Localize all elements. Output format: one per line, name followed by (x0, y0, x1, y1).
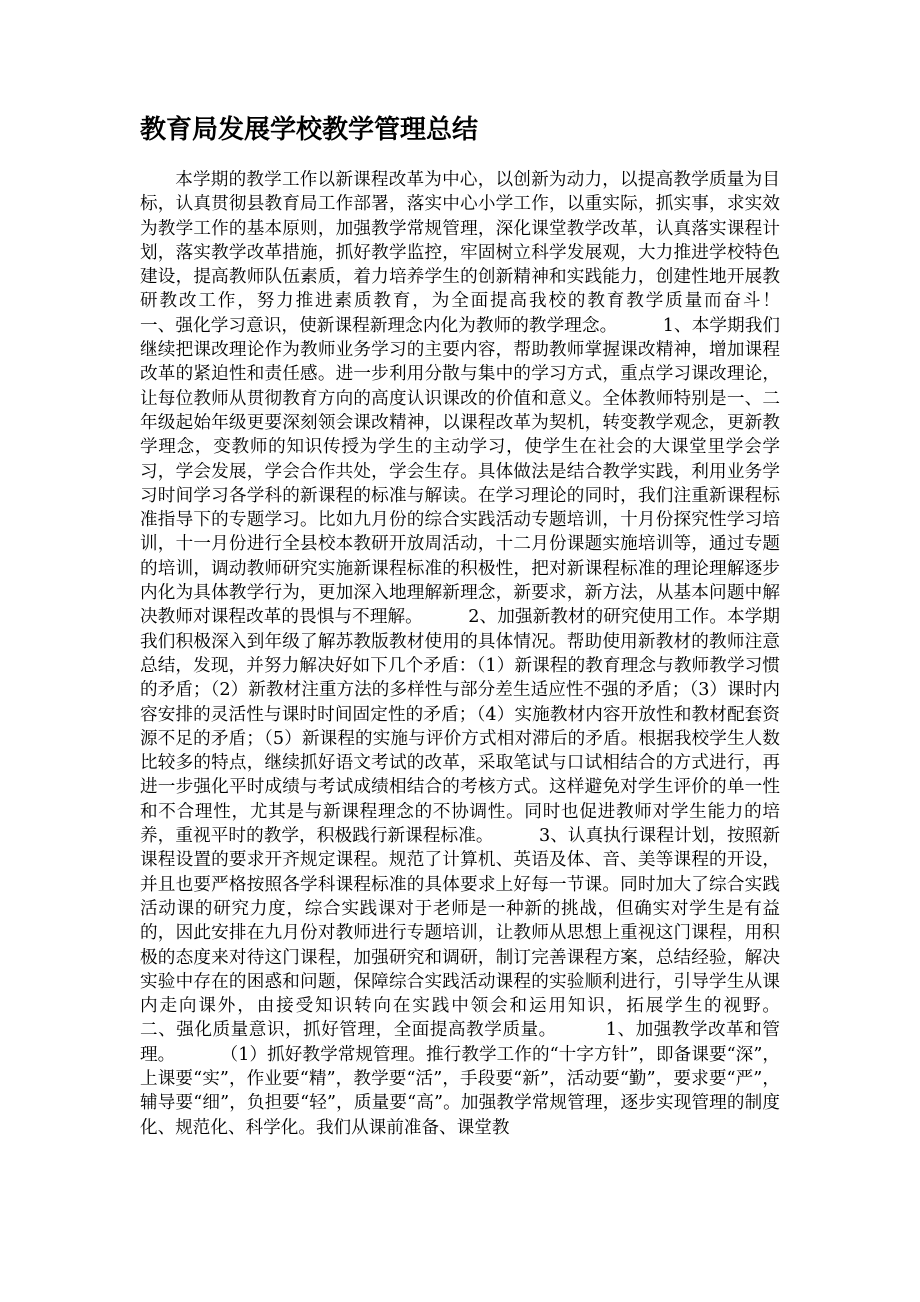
document-title: 教育局发展学校教学管理总结 (140, 115, 479, 145)
document-body: 本学期的教学工作以新课程改革为中心，以创新为动力，以提高教学质量为目标，认真贯彻县教育局工作部署，落实中心小学工作，以重实际，抓实事，求实效为教学工作的基本原则，加强教学常规管理，深化课堂教学改革，认真落实课程计划，落实教学改革措施，抓好教学监控，牢固树立科学发展观，大力推进学校特色建设，提高教师队伍素质，着力培养学生的创新精神和实践能力，创建性地开展教研教改工作，努力推进素质教育，为全面提高我校的教育教学质量而奋斗！ 一、强化学习意识，使新课程新理念内化为教师的教学理念。 1、本学期我们继续把课改理论作为教师业务学习的主要内容，帮助教师掌握课改精神，增加课程改革的紧迫性和责任感。进一步利用分散与集中的学习方式，重点学习课改理论，让每位教师从贯彻教育方向的高度认识课改的价值和意义。全体教师特别是一、二年级起始年级更要深刻领会课改精神，以课程改革为契机，转变教学观念，更新教学理念，变教师的知识传授为学生的主动学习，使学生在社会的大课堂里学会学习，学会发展，学会合作共处，学会生存。具体做法是结合教学实践，利用业务学习时间学习各学科的新课程的标准与解读。在学习理论的同时，我们注重新课程标准指导下的专题学习。比如九月份的综合实践活动专题培训，十月份探究性学习培训，十一月份进行全县校本教研开放周活动，十二月份课题实施培训等，通过专题的培训，调动教师研究实施新课程标准的积极性，把对新课程标准的理论理解逐步内化为具体教学行为，更加深入地理解新理念，新要求，新方法，从基本问题中解决教师对课程改革的畏惧与不理解。 2、加强新教材的研究使用工作。本学期我们积极深入到年级了解苏教版教材使用的具体情况。帮助使用新教材的教师注意总结，发现，并努力解决好如下几个矛盾：（1）新课程的教育理念与教师教学习惯的矛盾；（2）新教材注重方法的多样性与部分差生适应性不强的矛盾；（3）课时内容安排的灵活性与课时时间固定性的矛盾；（4）实施教材内容开放性和教材配套资源不足的矛盾；（5）新课程的实施与评价方式相对滞后的矛盾。根据我校学生人数比较多的特点，继续抓好语文考试的改革，采取笔试与口试相结合的方式进行，再进一步强化平时成绩与考试成绩相结合的考核方式。这样避免对学生评价的单一性和不合理性，尤其是与新课程理念的不协调性。同时也促进教师对学生能力的培养，重视平时的教学，积极践行新课程标准。 3、认真执行课程计划，按照新课程设置的要求开齐规定课程。规范了计算机、英语及体、音、美等课程的开设，并且也要严格按照各学科课程标准的具体要求上好每一节课。同时加大了综合实践活动课的研究力度，综合实践课对于老师是一种新的挑战，但确实对学生是有益的，因此安排在九月份对教师进行专题培训，让教师从思想上重视这门课程，用积极的态度来对待这门课程，加强研究和调研，制订完善课程方案，总结经验，解决实验中存在的困惑和问题，保障综合实践活动课程的实验顺利进行，引导学生从课内走向课外，由接受知识转向在实践中领会和运用知识，拓展学生的视野。 二、强化质量意识，抓好管理，全面提高教学质量。 1、加强教学改革和管理。 （1）抓好教学常规管理。推行教学工作的“十字方针”，即备课要“深”，上课要“实”，作业要“精”，教学要“活”，手段要“新”，活动要“勤”，要求要“严”，辅导要“细”，负担要“轻”，质量要“高”。加强教学常规管理，逐步实现管理的制度化、规范化、科学化。我们从课前准备、课堂教 (140, 170, 825, 1138)
